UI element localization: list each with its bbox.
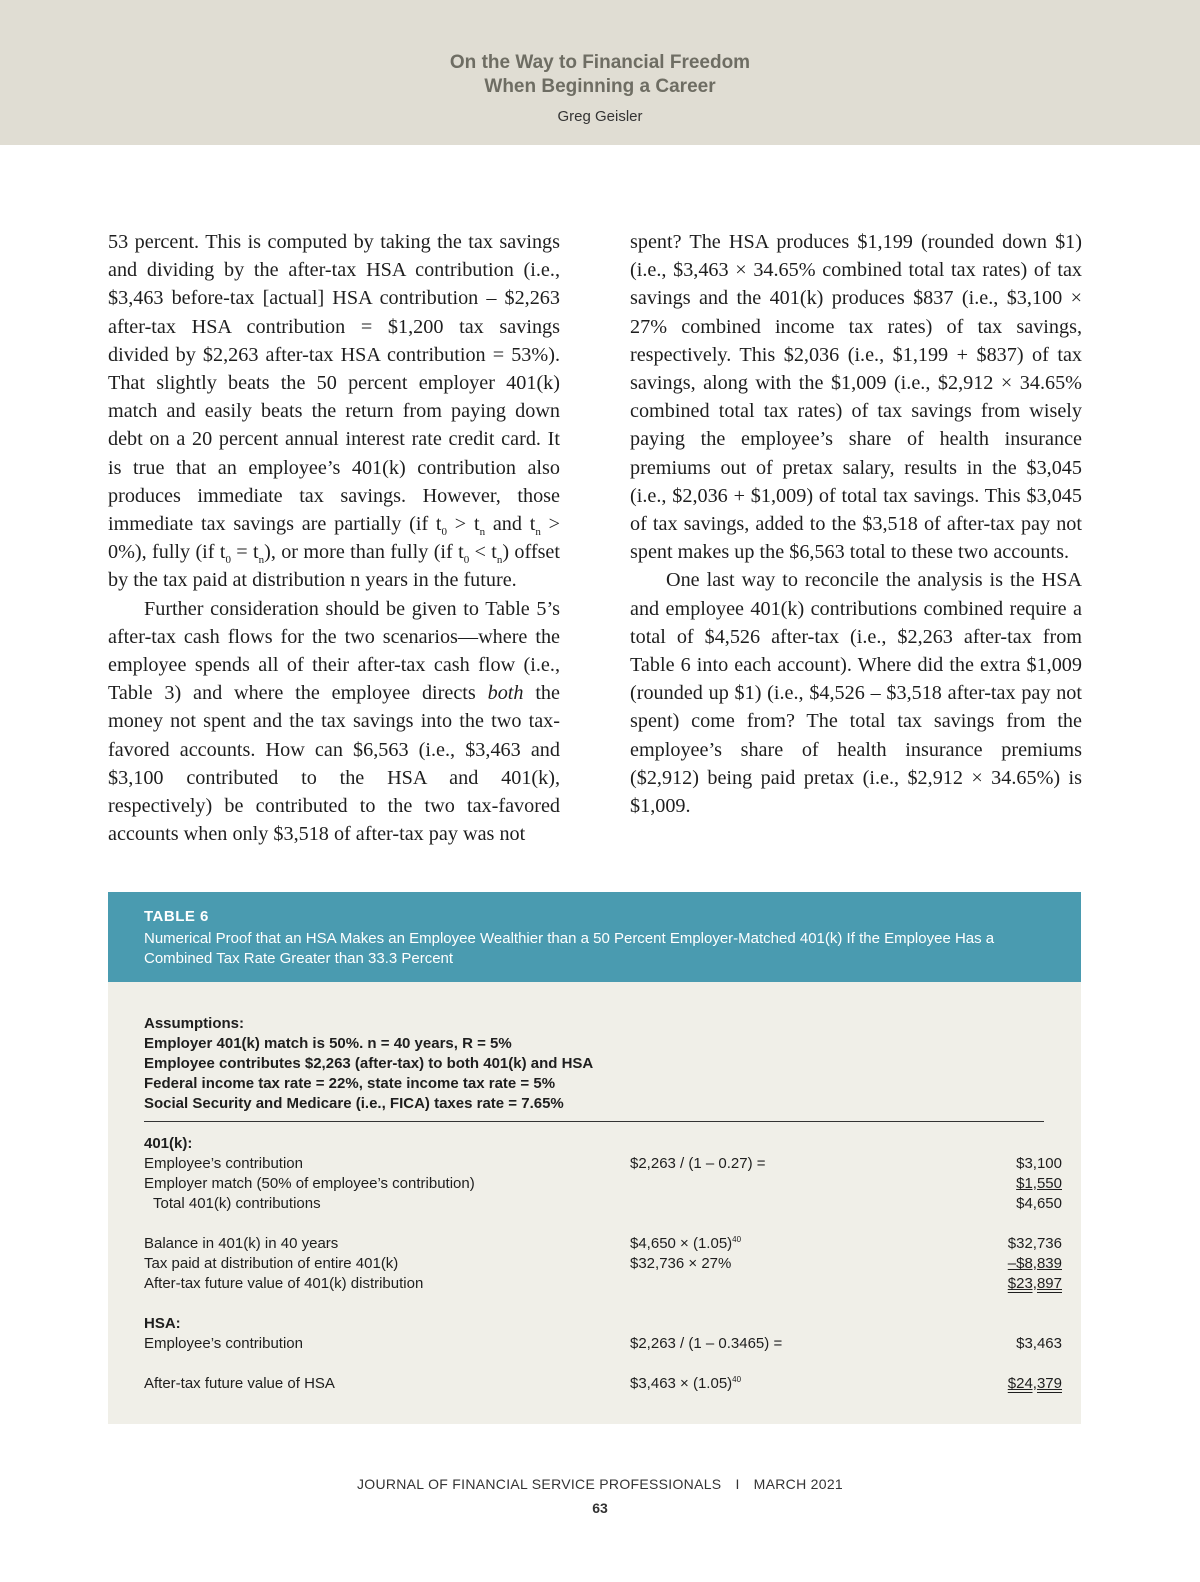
issue-date: MARCH 2021 [753, 1476, 844, 1492]
body-column-right [630, 228, 1082, 820]
assumptions-title: Assumptions: [144, 1015, 245, 1032]
table-row: After-tax future value of HSA $3,463 × $(1.05)^{40}$ $24,379 [144, 1375, 1062, 1392]
section-title-hsa: HSA: [144, 1315, 181, 1332]
table-row: Employer match (50% of employee’s contribution) $1,550 [144, 1175, 1062, 1192]
table-row: After-tax future value of 401(k) distribution $23,897 [144, 1275, 1062, 1292]
body-column-left [108, 228, 560, 848]
table-header [108, 892, 1081, 982]
paragraph: One last way to reconcile the analysis is the HSA and employee 401(k) contributions combined require a total of $4,526 after-tax (i.e., $2,263 after-tax from Table 6 into each account). Where did the extra $1,009 (rounded up $1) (i.e., $4,526 – $3,518 after-tax pay not spent) come from? The total tax savings from the employee’s share of health insurance premiums ($2,912) being paid pretax (i.e., $2,912 × 34.65%) is $1,009. [630, 569, 1082, 818]
table-label: TABLE 6 [144, 908, 209, 925]
header-author: Greg Geisler [557, 108, 643, 125]
table-row: Employee’s contribution $2,263 / (1 – 0.27) = $3,100 [144, 1155, 1062, 1172]
table-caption: Numerical Proof that an HSA Makes an Employee Wealthier than a 50 Percent Employer-Matched 401(k) If the Employee Has a Combined Tax Rate Greater than 33.3 Percent [144, 930, 995, 967]
assumption-item: Social Security and Medicare (i.e., FICA) taxes rate = 7.65% [144, 1095, 564, 1112]
footer-separator: I [735, 1476, 740, 1492]
assumption-item: Employee contributes $2,263 (after-tax) to both 401(k) and HSA [144, 1055, 594, 1072]
running-footer [0, 1476, 1200, 1492]
table-row: Employee’s contribution $2,263 / (1 – 0.3465) = $3,463 [144, 1335, 1062, 1352]
assumption-item: Federal income tax rate = 22%, state income tax rate = 5% [144, 1075, 556, 1092]
paragraph: spent? The HSA produces $1,199 (rounded down $1) (i.e., $3,463 × 34.65% combined total tax rates) of tax savings and the 401(k) produces $837 (i.e., $3,100 × 27% combined income tax rates) of tax savings, respectively. This $2,036 (i.e., $1,199 + $837) of tax savings, along with the $1,009 (i.e., $2,912 × 34.65% combined total tax rates) of tax savings from wisely paying the employee’s share of health insurance premiums out of pretax salary, results in the $3,045 (i.e., $2,036 + $1,009) of total tax savings. This $3,045 of tax savings, added to the $3,518 of after-tax pay not spent makes up the $6,563 total to these two accounts. [630, 231, 1082, 564]
assumption-item: Employer 401(k) match is 50%. n = 40 years, R = 5% [144, 1035, 512, 1052]
journal-name: JOURNAL OF FINANCIAL SERVICE PROFESSIONALS [356, 1476, 722, 1492]
header-title-line2: When Beginning a Career [484, 76, 716, 97]
page-number: 63 [592, 1500, 608, 1516]
table-row: Total 401(k) contributions $4,650 [153, 1195, 1062, 1212]
table-row: Balance in 401(k) in 40 years $4,650 × $(1.05)^{40}$ $32,736 [144, 1235, 1062, 1252]
assumptions-block [144, 1014, 1044, 1114]
table-body [108, 982, 1081, 1424]
section-title-401k: 401(k): [144, 1135, 193, 1152]
divider [144, 1121, 1044, 1122]
running-header [0, 0, 1200, 145]
paragraph: Further consideration should be given to Table 5’s after-tax cash flows for the two scenarios—where the employee spends all of their after-tax cash flow (i.e., Table 3) and where the employee directs both the money not spent and the tax savings into the two tax-favored accounts. How can $6,563 (i.e., $3,463 and $3,100 contributed to the HSA and 401(k), respectively) be contributed to the two tax-favored accounts when only $3,518 of after-tax pay was not [108, 597, 560, 846]
paragraph: 53 percent. This is computed by taking the tax savings and dividing by the after-tax HSA contribution (i.e., $3,463 before-tax [actual] HSA contribution – $2,263 after-tax HSA contribution = $1,200 tax savings divided by $2,263 after-tax HSA contribution = 53%). That slightly beats the 50 percent employer 401(k) match and easily beats the return from paying down debt on a 20 percent annual interest rate credit card. It is true that an employee’s 401(k) contribution also produces immediate tax savings. However, those immediate tax savings are partially (if $t_0 > t_n$ and $t_n > 0\%$), fully (if $t_0 = t_n$), or more than fully (if $t_0 < t_n$) offset by the tax paid at distribution n years in the future. [108, 231, 560, 592]
header-title-line1: On the Way to Financial Freedom [449, 52, 751, 73]
table-row: Tax paid at distribution of entire 401(k) $32,736 × 27% –$8,839 [144, 1255, 1062, 1272]
